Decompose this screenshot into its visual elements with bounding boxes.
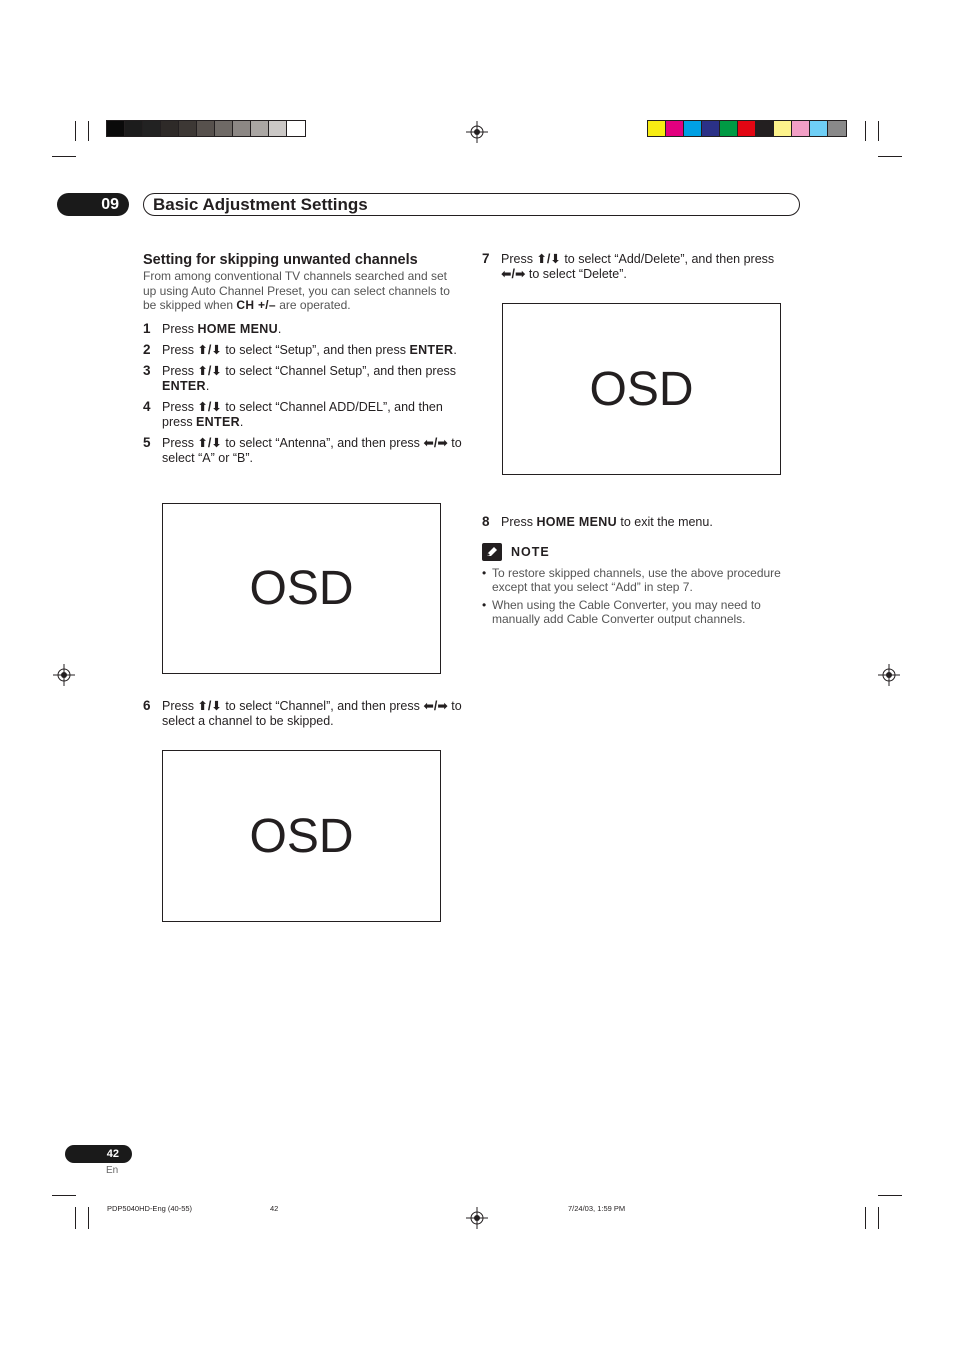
step-number: 2	[143, 341, 151, 357]
crop-mark-icon	[878, 1207, 879, 1229]
up-down-arrow-icon: ⬆/⬇	[197, 342, 222, 357]
step-number: 8	[482, 514, 490, 529]
crop-mark-icon	[52, 1195, 76, 1196]
color-swatch	[828, 121, 846, 136]
enter-key: ENTER	[196, 414, 240, 429]
intro-paragraph	[143, 269, 463, 313]
osd-label: OSD	[249, 562, 354, 615]
footer-timestamp: 7/24/03, 1:59 PM	[568, 1204, 626, 1213]
left-column-lower	[143, 693, 463, 729]
step-number: 6	[143, 698, 151, 713]
color-swatch	[648, 121, 666, 136]
osd-placeholder-1	[162, 503, 441, 674]
language-code: En	[106, 1165, 119, 1176]
color-swatch	[215, 121, 233, 136]
color-swatch	[107, 121, 125, 136]
step-text: Press	[162, 399, 198, 414]
step-6	[143, 699, 463, 729]
step-2	[143, 343, 463, 358]
step-text: to select “Channel Setup”, and then press	[221, 363, 457, 378]
home-menu-key: HOME MENU	[536, 515, 617, 529]
step-text: .	[239, 414, 244, 429]
color-swatch	[161, 121, 179, 136]
step-text: to select “Channel ADD/DEL”, and then press	[162, 399, 443, 429]
crop-mark-icon	[75, 121, 76, 141]
color-calibration-bar	[647, 120, 847, 137]
note-pencil-icon	[482, 543, 502, 561]
crop-mark-icon	[52, 156, 76, 157]
color-swatch	[810, 121, 828, 136]
color-swatch	[720, 121, 738, 136]
step-text: to select “Setup”, and then press	[221, 342, 410, 357]
registration-mark-icon	[53, 664, 75, 686]
left-right-arrow-icon: ⬅/➡	[423, 435, 448, 450]
step-number: 4	[143, 398, 151, 414]
step-8	[482, 515, 802, 530]
color-swatch	[251, 121, 269, 136]
color-swatch	[684, 121, 702, 136]
step-text: .	[277, 321, 282, 336]
section-title: Setting for skipping unwanted channels	[143, 252, 418, 268]
up-down-arrow-icon: ⬆/⬇	[197, 399, 222, 414]
home-menu-key: HOME MENU	[197, 321, 278, 336]
registration-mark-icon	[466, 121, 488, 143]
note-item: • When using the Cable Converter, you may need to manually add Cable Converter output channels.	[482, 598, 802, 626]
step-1	[143, 322, 463, 337]
up-down-arrow-icon: ⬆/⬇	[536, 252, 561, 266]
note-item: • To restore skipped channels, use the above procedure except that you select “Add” in step 7.	[482, 566, 802, 594]
color-swatch	[666, 121, 684, 136]
crop-mark-icon	[88, 121, 89, 141]
chapter-title: Basic Adjustment Settings	[143, 193, 800, 216]
crop-mark-icon	[878, 121, 879, 141]
enter-key: ENTER	[162, 378, 206, 393]
intro-ch-key: CH +/–	[236, 298, 276, 312]
color-swatch	[197, 121, 215, 136]
crop-mark-icon	[878, 156, 902, 157]
step-number: 5	[143, 434, 151, 450]
osd-label: OSD	[249, 809, 354, 863]
step-text: to select “Delete”.	[525, 267, 627, 281]
step-text: .	[205, 378, 210, 393]
step-text: Press	[162, 699, 198, 713]
step-3	[143, 364, 463, 394]
crop-mark-icon	[865, 121, 866, 141]
color-swatch	[756, 121, 774, 136]
color-swatch	[738, 121, 756, 136]
page-number: 42	[65, 1145, 132, 1163]
color-swatch	[143, 121, 161, 136]
step-4	[143, 400, 463, 430]
footer-file-page: 42	[270, 1204, 279, 1213]
footer-file-name: PDP5040HD-Eng (40-55)	[107, 1204, 193, 1213]
step-text: to select “Channel”, and then press	[221, 699, 424, 713]
right-column-lower	[482, 509, 802, 626]
step-text: to select a channel to be skipped.	[162, 699, 462, 728]
step-number: 1	[143, 320, 151, 336]
color-swatch	[287, 121, 305, 136]
color-swatch	[702, 121, 720, 136]
crop-mark-icon	[75, 1207, 76, 1229]
left-right-arrow-icon: ⬅/➡	[501, 267, 526, 281]
step-7	[482, 252, 782, 282]
step-text: to exit the menu.	[616, 515, 713, 529]
color-swatch	[179, 121, 197, 136]
color-swatch	[792, 121, 810, 136]
up-down-arrow-icon: ⬆/⬇	[197, 435, 222, 450]
color-swatch	[233, 121, 251, 136]
crop-mark-icon	[88, 1207, 89, 1229]
registration-mark-icon	[878, 664, 900, 686]
osd-placeholder-2	[162, 750, 441, 922]
left-right-arrow-icon: ⬅/➡	[423, 699, 448, 713]
step-5	[143, 436, 463, 466]
step-text: to select “Add/Delete”, and then press	[560, 252, 775, 266]
step-text: Press	[501, 515, 537, 529]
step-text: Press	[162, 321, 198, 336]
intro-text-part1: From among conventional TV channels searched and set up using Auto Channel Preset, you can select channels to be skipped when	[143, 269, 450, 312]
step-text: .	[453, 342, 457, 357]
crop-mark-icon	[865, 1207, 866, 1229]
step-text: Press	[162, 363, 198, 378]
color-swatch	[269, 121, 287, 136]
left-column	[143, 251, 463, 466]
crop-mark-icon	[878, 1195, 902, 1196]
registration-mark-icon	[466, 1207, 488, 1229]
up-down-arrow-icon: ⬆/⬇	[197, 699, 222, 713]
step-text: Press	[162, 435, 198, 450]
step-text: Press	[162, 342, 198, 357]
grayscale-calibration-bar	[106, 120, 306, 137]
step-number: 3	[143, 362, 151, 378]
color-swatch	[125, 121, 143, 136]
intro-text-part2: are operated.	[275, 298, 351, 312]
step-text: to select “A” or “B”.	[162, 435, 462, 465]
step-text: to select “Antenna”, and then press	[221, 435, 424, 450]
chapter-number: 09	[57, 193, 129, 216]
note-header	[482, 543, 802, 561]
right-column	[482, 246, 782, 282]
color-swatch	[774, 121, 792, 136]
up-down-arrow-icon: ⬆/⬇	[197, 363, 222, 378]
step-text: Press	[501, 252, 537, 266]
enter-key: ENTER	[409, 342, 454, 357]
osd-placeholder-3	[502, 303, 781, 475]
step-number: 7	[482, 251, 490, 266]
osd-label: OSD	[589, 362, 694, 416]
note-label: NOTE	[511, 544, 550, 559]
